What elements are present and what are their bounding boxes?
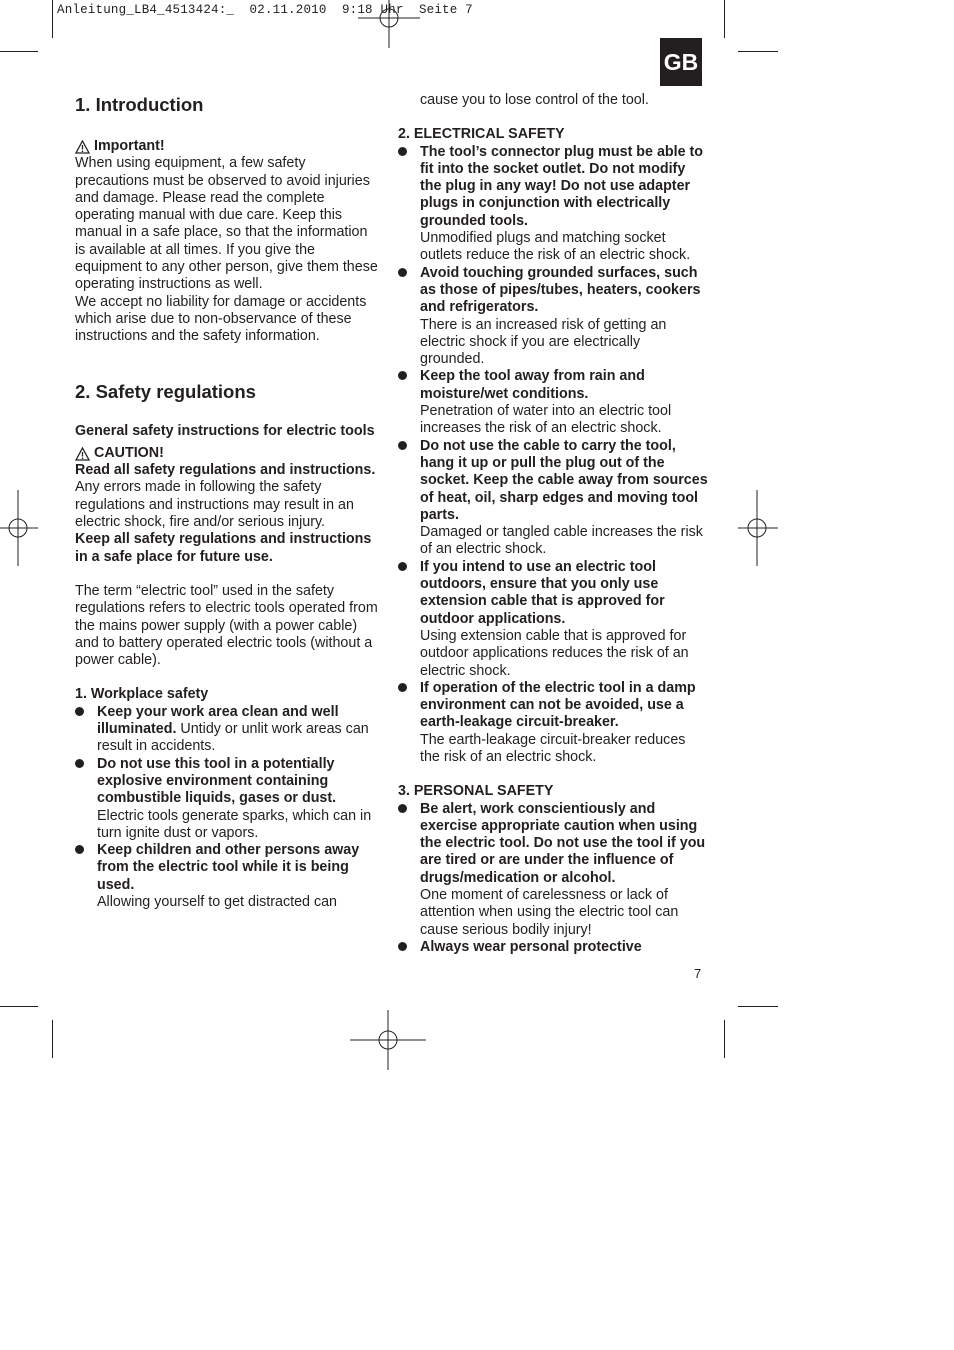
bullet-icon [75,707,84,716]
intro-heading: 1. Introduction [75,94,204,115]
list-item: Avoid touching grounded surfaces, such as those of pipes/tubes, heaters, cookers and refrigerators. There is an increased risk of getting an electric shock if you are electrically grounded. [398,265,708,369]
registration-mark-icon [350,1010,426,1070]
bullet-icon [398,683,407,692]
crop-mark [52,0,53,38]
left-column [75,92,380,911]
list-item: The tool’s connector plug must be able to fit into the socket outlet. Do not modify the plug in any way! Do not use adapter plugs in conjunction with electrically grounded tools. Unmodified plugs and matching socket outlets reduce the risk of an electric shock. [398,144,708,265]
crop-mark [724,0,725,38]
important-notice [75,138,380,155]
registration-mark-icon [358,0,420,48]
list-item: Always wear personal protective [398,939,708,956]
crop-mark [52,1020,53,1058]
important-label: Important! [94,138,165,154]
bullet-icon [398,441,407,450]
errors-paragraph: Any errors made in following the safety regulations and instructions may result in an electric shock, fire and/or serious injury. [75,479,354,531]
list-item: Do not use this tool in a potentially explosive environment containing combustible liquids, gases or dust. Electric tools generate sparks, which can in turn ignite dust or vapors. [75,756,380,842]
bullet-icon [398,942,407,951]
bullet-icon [398,371,407,380]
warning-triangle-icon [75,140,90,154]
registration-mark-icon [738,490,778,566]
list-item: If operation of the electric tool in a damp environment can not be avoided, use a earth-leakage circuit-breaker. The earth-leakage circuit-breaker reduces the risk of an electric shock. [398,680,708,766]
crop-mark [724,1020,725,1058]
list-item: Be alert, work conscientiously and exercise appropriate caution when using the electric tool. Do not use the tool if you are tired or are under the influence of drugs/medication or alcohol. One moment of carelessness or lack of attention when using the electric tool can cause serious bodily injury! [398,801,708,939]
bullet-icon [398,147,407,156]
workplace-heading: 1. Workplace safety [75,686,209,703]
personal-heading: 3. PERSONAL SAFETY [398,783,554,800]
crop-mark [0,51,38,52]
page-number: 7 [694,966,702,981]
continuation-text: cause you to lose control of the tool. [420,92,649,108]
registration-mark-icon [0,490,38,566]
crop-mark [738,1006,778,1007]
electrical-list [398,144,708,767]
personal-list [398,801,708,957]
keep-all-instruction: Keep all safety regulations and instructions in a safe place for future use. [75,531,372,565]
workplace-list [75,704,380,912]
intro-paragraph: When using equipment, a few safety precautions must be observed to avoid injuries and damage. Please read the complete operating manual with due care. Keep this manual in a safe place, so that the information is available at all times. If you give the equipment to any other person, give them these operating instructions as well. [75,155,378,293]
list-item: Keep your work area clean and well illuminated. Untidy or unlit work areas can result in accidents. [75,704,380,756]
electrical-heading: 2. ELECTRICAL SAFETY [398,126,565,143]
list-item: Do not use the cable to carry the tool, hang it up or pull the plug out of the socket. Keep the cable away from sources of heat, oil, sharp edges and moving tool parts. Damaged or tangled cable increases the risk of an electric shock. [398,438,708,559]
right-column [398,92,708,956]
safety-heading: 2. Safety regulations [75,380,256,402]
print-header: Anleitung_LB4_4513424:_ 02.11.2010 9:18 Uhr Seite 7 [57,3,473,17]
bullet-icon [75,759,84,768]
intro-paragraph: We accept no liability for damage or accidents which arise due to non-observance of these instructions and the safety information. [75,293,367,345]
caution-label: CAUTION! [94,444,164,461]
crop-mark [738,51,778,52]
list-item: If you intend to use an electric tool outdoors, ensure that you only use extension cable that is approved for outdoor applications. Using extension cable that is approved for outdoor applications reduces the risk of an electric shock. [398,559,708,680]
bullet-icon [398,804,407,813]
bullet-icon [75,845,84,854]
language-badge: GB [660,38,702,86]
list-item: Keep children and other persons away from the electric tool while it is being used. Allowing yourself to get distracted can [75,842,380,911]
crop-mark [0,1006,38,1007]
caution-notice [75,445,380,462]
general-safety-heading: General safety instructions for electric tools [75,422,375,439]
list-item: Keep the tool away from rain and moisture/wet conditions. Penetration of water into an electric tool increases the risk of an electric shock. [398,368,708,437]
warning-triangle-icon [75,447,90,461]
term-paragraph: The term “electric tool” used in the safety regulations refers to electric tools operated from the mains power supply (with a power cable) and to battery operated electric tools (without a power cable). [75,582,378,669]
bullet-icon [398,562,407,571]
bullet-icon [398,268,407,277]
read-all-instruction: Read all safety regulations and instructions. [75,462,376,479]
